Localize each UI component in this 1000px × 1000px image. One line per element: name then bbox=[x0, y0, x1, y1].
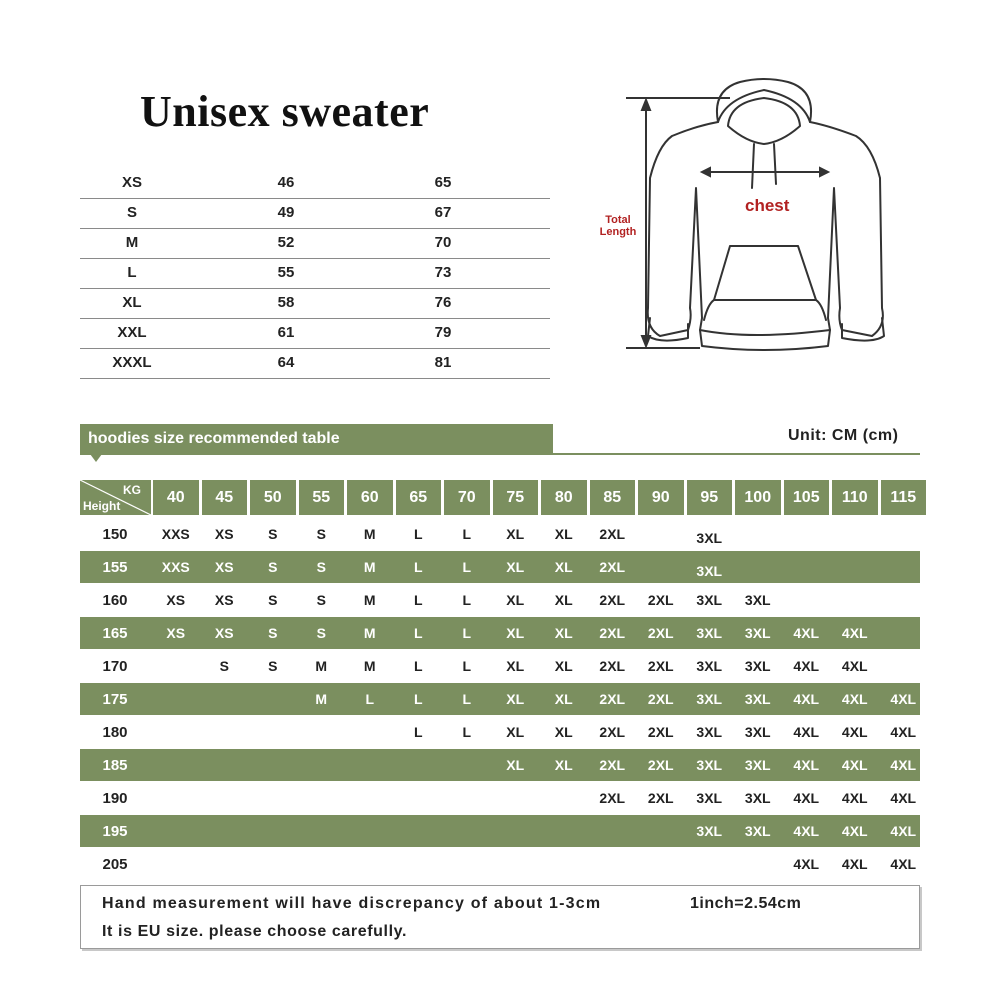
height-cell: 165 bbox=[102, 625, 128, 642]
size-recommendation-cell: 3XL bbox=[744, 691, 771, 707]
size-recommendation-cell: 2XL bbox=[599, 559, 626, 575]
size-cell-length: 79 bbox=[434, 324, 452, 341]
size-recommendation-cell: 3XL bbox=[696, 658, 723, 674]
note-eu-size: It is EU size. please choose carefully. bbox=[102, 923, 408, 940]
size-cell-size: L bbox=[127, 264, 137, 281]
size-cell-chest: 46 bbox=[277, 174, 295, 191]
height-cell: 155 bbox=[102, 559, 128, 576]
size-recommendation-cell: XL bbox=[554, 592, 573, 608]
hoodie-illustration bbox=[590, 68, 920, 368]
height-cell: 190 bbox=[102, 790, 128, 807]
size-recommendation-cell: 2XL bbox=[647, 790, 674, 806]
height-cell: 150 bbox=[102, 526, 128, 543]
size-recommendation-cell: XL bbox=[506, 526, 525, 542]
size-recommendation-cell: 2XL bbox=[647, 592, 674, 608]
size-recommendation-cell: S bbox=[268, 592, 278, 608]
corner-height-label: Height bbox=[83, 499, 121, 513]
hoodie-measurement-diagram bbox=[590, 68, 920, 368]
size-row bbox=[80, 258, 550, 289]
size-recommendation-cell: 4XL bbox=[890, 691, 917, 707]
size-recommendation-cell: S bbox=[219, 658, 229, 674]
size-recommendation-cell: 3XL bbox=[696, 691, 723, 707]
note-discrepancy: Hand measurement will have discrepancy of about 1-3cm bbox=[102, 895, 602, 912]
size-recommendation-cell: 2XL bbox=[647, 625, 674, 641]
weight-header: 110 bbox=[832, 480, 878, 515]
size-cell-chest: 64 bbox=[277, 354, 295, 371]
size-recommendation-cell: 3XL bbox=[696, 592, 723, 608]
size-recommendation-cell: XXS bbox=[161, 559, 190, 575]
size-recommendation-cell: S bbox=[316, 526, 326, 542]
size-recommendation-cell: XL bbox=[506, 724, 525, 740]
size-recommendation-cell: S bbox=[268, 658, 278, 674]
size-recommendation-cell: 2XL bbox=[599, 592, 626, 608]
size-recommendation-cell: 4XL bbox=[890, 724, 917, 740]
size-cell-length: 65 bbox=[434, 174, 452, 191]
size-recommendation-cell: L bbox=[462, 592, 472, 608]
size-recommendation-cell: XS bbox=[214, 526, 234, 542]
unit-label: Unit: CM (cm) bbox=[788, 427, 899, 444]
size-row bbox=[80, 348, 550, 379]
size-recommendation-cell: L bbox=[462, 658, 472, 674]
size-recommendation-cell: 4XL bbox=[793, 856, 820, 872]
size-cell-length: 81 bbox=[434, 354, 452, 371]
size-recommendation-cell: 4XL bbox=[841, 724, 868, 740]
height-cell: 170 bbox=[102, 658, 128, 675]
size-recommendation-cell: 4XL bbox=[841, 625, 868, 641]
size-cell-chest: 61 bbox=[277, 324, 295, 341]
size-recommendation-cell: 3XL bbox=[696, 563, 723, 579]
height-cell: 160 bbox=[102, 592, 128, 609]
size-recommendation-cell: L bbox=[462, 559, 472, 575]
size-recommendation-cell: 2XL bbox=[647, 724, 674, 740]
corner-kg-label: KG bbox=[123, 483, 141, 497]
size-recommendation-cell: S bbox=[268, 559, 278, 575]
size-cell-size: S bbox=[126, 204, 138, 221]
size-cell-size: XS bbox=[121, 174, 143, 191]
size-recommendation-cell: XS bbox=[166, 625, 186, 641]
weight-header: 55 bbox=[299, 480, 345, 515]
size-recommendation-cell: M bbox=[363, 559, 376, 575]
size-recommendation-cell: XS bbox=[166, 592, 186, 608]
size-recommendation-cell: 4XL bbox=[793, 691, 820, 707]
size-recommendation-cell: XXS bbox=[161, 526, 190, 542]
size-recommendation-cell: L bbox=[462, 724, 472, 740]
size-recommendation-cell: XL bbox=[554, 526, 573, 542]
weight-header: 40 bbox=[153, 480, 199, 515]
size-cell-length: 76 bbox=[434, 294, 452, 311]
size-recommendation-cell: 3XL bbox=[696, 724, 723, 740]
size-recommendation-cell: S bbox=[268, 526, 278, 542]
size-row bbox=[80, 198, 550, 229]
size-recommendation-cell: 3XL bbox=[696, 530, 723, 546]
size-recommendation-cell: 4XL bbox=[793, 658, 820, 674]
weight-header: 60 bbox=[347, 480, 393, 515]
size-row bbox=[80, 288, 550, 319]
size-recommendation-cell: 2XL bbox=[647, 691, 674, 707]
size-cell-size: M bbox=[125, 234, 139, 251]
height-cell: 205 bbox=[102, 856, 128, 873]
size-recommendation-cell: 4XL bbox=[890, 790, 917, 806]
size-recommendation-cell: 2XL bbox=[599, 724, 626, 740]
weight-header: 100 bbox=[735, 480, 781, 515]
size-row bbox=[80, 228, 550, 259]
size-recommendation-cell: L bbox=[413, 592, 423, 608]
size-cell-length: 70 bbox=[434, 234, 452, 251]
total-length-label-line2: Length bbox=[599, 226, 637, 238]
size-recommendation-cell: 4XL bbox=[841, 757, 868, 773]
size-recommendation-cell: 3XL bbox=[744, 790, 771, 806]
weight-header: 95 bbox=[687, 480, 733, 515]
size-recommendation-cell: L bbox=[413, 724, 423, 740]
recommend-banner-title: hoodies size recommended table bbox=[88, 430, 340, 447]
size-recommendation-cell: XL bbox=[554, 658, 573, 674]
size-recommendation-cell: XL bbox=[506, 658, 525, 674]
weight-header: 105 bbox=[784, 480, 830, 515]
size-recommendation-cell: 3XL bbox=[696, 823, 723, 839]
size-recommendation-cell: L bbox=[413, 625, 423, 641]
size-recommendation-cell: 4XL bbox=[841, 790, 868, 806]
size-recommendation-cell: XS bbox=[214, 592, 234, 608]
weight-header: 90 bbox=[638, 480, 684, 515]
size-recommendation-cell: 2XL bbox=[599, 790, 626, 806]
size-cell-length: 73 bbox=[434, 264, 452, 281]
size-recommendation-cell: 3XL bbox=[744, 625, 771, 641]
height-cell: 195 bbox=[102, 823, 128, 840]
size-cell-size: XL bbox=[122, 294, 142, 311]
size-recommendation-cell: XL bbox=[506, 757, 525, 773]
size-recommendation-cell: L bbox=[413, 526, 423, 542]
size-recommendation-cell: 4XL bbox=[890, 757, 917, 773]
size-cell-chest: 49 bbox=[277, 204, 295, 221]
size-recommendation-cell: 3XL bbox=[744, 823, 771, 839]
size-recommendation-cell: M bbox=[363, 526, 376, 542]
size-recommendation-cell: 3XL bbox=[744, 592, 771, 608]
size-recommendation-cell: 3XL bbox=[744, 658, 771, 674]
size-recommendation-cell: 3XL bbox=[696, 790, 723, 806]
size-recommendation-cell: 2XL bbox=[599, 625, 626, 641]
page-title: Unisex sweater bbox=[140, 87, 430, 136]
size-recommendation-cell: 4XL bbox=[841, 823, 868, 839]
note-conversion: 1inch=2.54cm bbox=[690, 895, 802, 912]
size-recommendation-cell: XL bbox=[554, 724, 573, 740]
weight-header: 75 bbox=[493, 480, 539, 515]
size-recommendation-cell: 4XL bbox=[841, 691, 868, 707]
corner-header-cell bbox=[80, 480, 151, 515]
size-recommendation-cell: 3XL bbox=[696, 757, 723, 773]
banner-tail bbox=[90, 454, 102, 462]
weight-header: 45 bbox=[202, 480, 248, 515]
size-recommendation-cell: M bbox=[363, 592, 376, 608]
size-recommendation-cell: 4XL bbox=[793, 625, 820, 641]
size-recommendation-cell: 2XL bbox=[647, 757, 674, 773]
size-recommendation-cell: M bbox=[315, 658, 328, 674]
size-recommendation-cell: M bbox=[363, 625, 376, 641]
size-recommendation-cell: S bbox=[268, 625, 278, 641]
size-recommendation-cell: 4XL bbox=[793, 724, 820, 740]
size-recommendation-cell: 4XL bbox=[793, 790, 820, 806]
size-recommendation-cell: L bbox=[462, 691, 472, 707]
total-length-label bbox=[598, 214, 638, 238]
size-recommendation-cell: 2XL bbox=[599, 526, 626, 542]
size-recommendation-cell: 4XL bbox=[890, 823, 917, 839]
size-recommendation-cell: L bbox=[413, 559, 423, 575]
size-recommendation-cell: XS bbox=[214, 559, 234, 575]
size-recommendation-cell: XL bbox=[554, 559, 573, 575]
size-recommendation-cell: XL bbox=[506, 625, 525, 641]
size-recommendation-cell: 4XL bbox=[890, 856, 917, 872]
total-length-label-line1: Total bbox=[605, 214, 631, 226]
weight-header: 80 bbox=[541, 480, 587, 515]
size-recommendation-cell: L bbox=[462, 625, 472, 641]
size-cell-chest: 55 bbox=[277, 264, 295, 281]
size-row bbox=[80, 318, 550, 349]
size-recommendation-cell: 2XL bbox=[647, 658, 674, 674]
size-recommendation-cell: S bbox=[316, 592, 326, 608]
size-recommendation-cell: 3XL bbox=[744, 757, 771, 773]
size-recommendation-cell: L bbox=[413, 658, 423, 674]
row-band bbox=[80, 551, 920, 583]
banner-underline bbox=[80, 453, 920, 455]
size-recommendation-cell: XL bbox=[506, 559, 525, 575]
weight-header: 65 bbox=[396, 480, 442, 515]
chest-label: chest bbox=[745, 196, 790, 215]
size-cell-length: 67 bbox=[434, 204, 452, 221]
size-recommendation-cell: M bbox=[315, 691, 328, 707]
size-recommendation-cell: L bbox=[365, 691, 375, 707]
size-recommendation-cell: L bbox=[413, 691, 423, 707]
size-recommendation-cell: L bbox=[462, 526, 472, 542]
weight-header: 70 bbox=[444, 480, 490, 515]
size-recommendation-cell: XL bbox=[506, 592, 525, 608]
height-cell: 175 bbox=[102, 691, 128, 708]
size-cell-size: XXL bbox=[117, 324, 147, 341]
weight-header: 115 bbox=[881, 480, 927, 515]
size-recommendation-cell: 3XL bbox=[696, 625, 723, 641]
size-recommendation-cell: 4XL bbox=[841, 658, 868, 674]
size-recommendation-cell: S bbox=[316, 559, 326, 575]
size-recommendation-cell: XS bbox=[214, 625, 234, 641]
height-cell: 185 bbox=[102, 757, 128, 774]
size-recommendation-cell: M bbox=[363, 658, 376, 674]
height-cell: 180 bbox=[102, 724, 128, 741]
weight-header: 50 bbox=[250, 480, 296, 515]
size-recommendation-cell: 2XL bbox=[599, 691, 626, 707]
size-recommendation-cell: 2XL bbox=[599, 757, 626, 773]
size-cell-chest: 58 bbox=[277, 294, 295, 311]
size-recommendation-cell: XL bbox=[554, 625, 573, 641]
size-row bbox=[80, 168, 550, 199]
size-recommendation-cell: S bbox=[316, 625, 326, 641]
size-recommendation-cell: 2XL bbox=[599, 658, 626, 674]
weight-header: 85 bbox=[590, 480, 636, 515]
size-recommendation-cell: XL bbox=[554, 691, 573, 707]
size-recommendation-cell: 4XL bbox=[841, 856, 868, 872]
size-recommendation-cell: XL bbox=[554, 757, 573, 773]
size-recommendation-cell: 4XL bbox=[793, 757, 820, 773]
size-recommendation-cell: 3XL bbox=[744, 724, 771, 740]
size-cell-size: XXXL bbox=[112, 354, 152, 371]
size-cell-chest: 52 bbox=[277, 234, 295, 251]
size-recommendation-cell: 4XL bbox=[793, 823, 820, 839]
size-recommendation-cell: XL bbox=[506, 691, 525, 707]
